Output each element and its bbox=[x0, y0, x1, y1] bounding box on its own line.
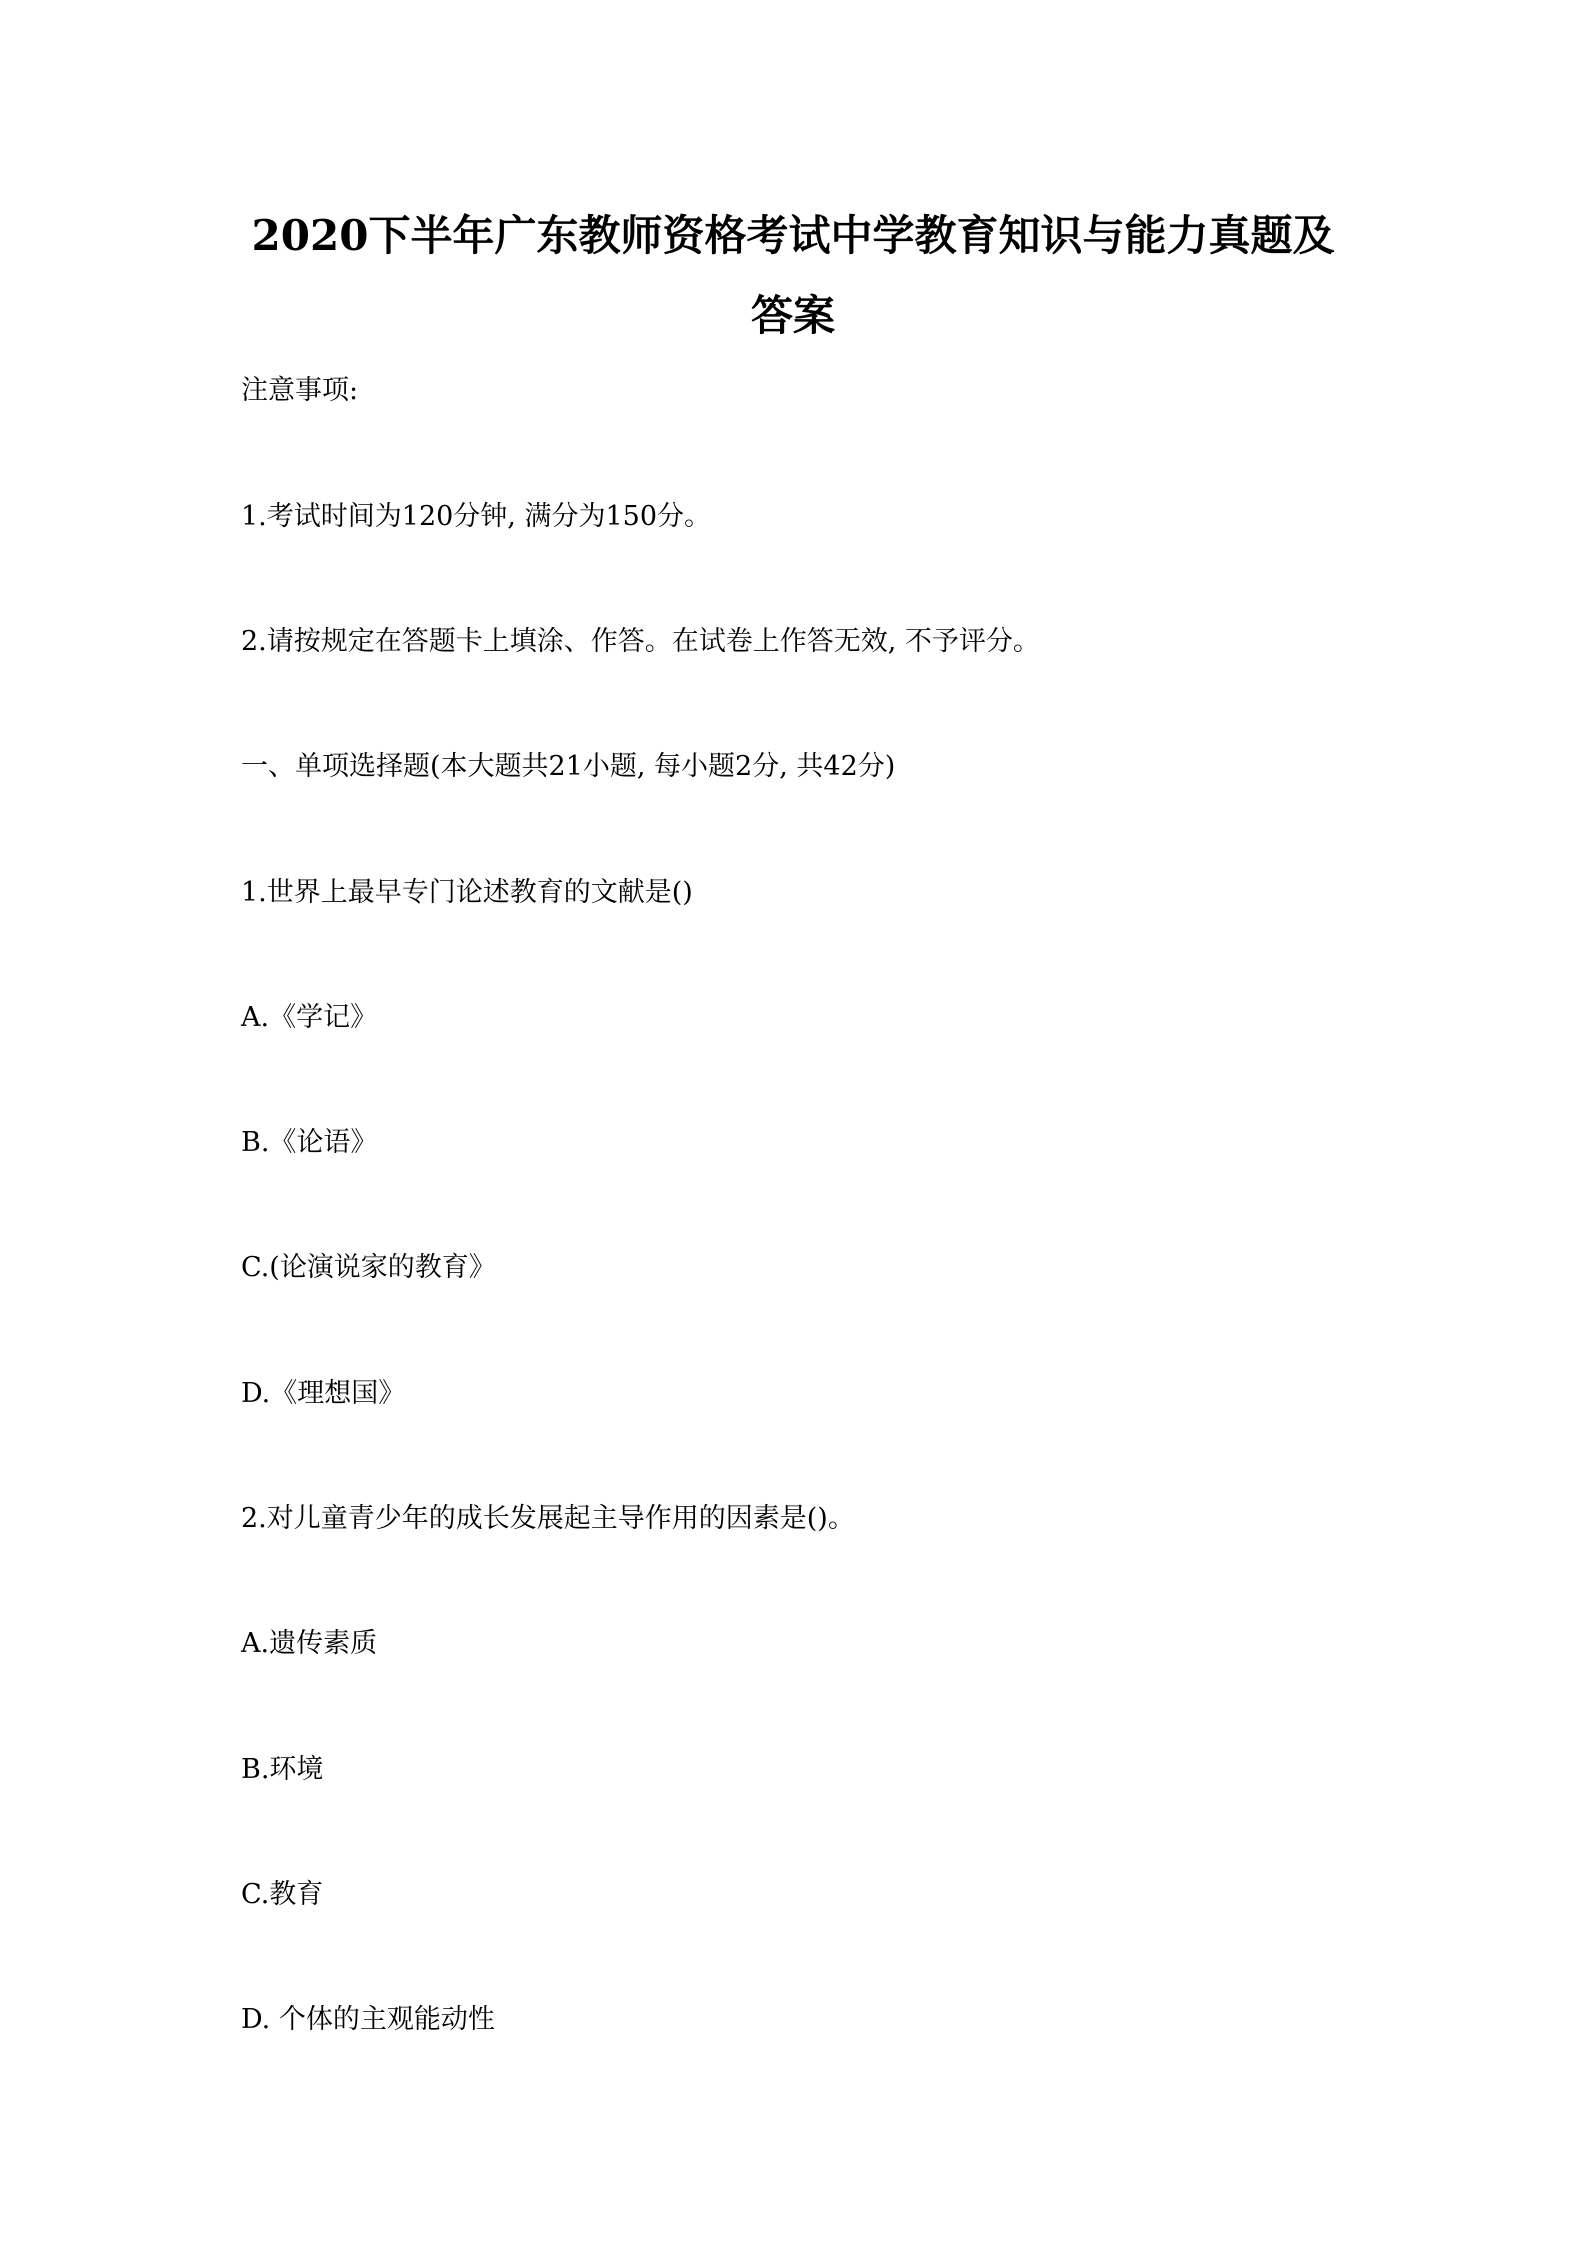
question-option: D. 个体的主观能动性 bbox=[241, 2004, 495, 2035]
question-stem: 2.对儿童青少年的成长发展起主导作用的因素是()。 bbox=[241, 1503, 855, 1534]
question-option: C.(论演说家的教育》 bbox=[241, 1252, 496, 1283]
question-option: A.遗传素质 bbox=[241, 1628, 378, 1659]
notice-item: 2.请按规定在答题卡上填涂、作答。在试卷上作答无效, 不予评分。 bbox=[241, 626, 1040, 657]
question-option: B.环境 bbox=[241, 1754, 324, 1785]
question-stem: 1.世界上最早专门论述教育的文献是() bbox=[241, 877, 693, 908]
question-option: D.《理想国》 bbox=[241, 1378, 406, 1409]
question-option: C.教育 bbox=[241, 1879, 324, 1910]
question-option: A.《学记》 bbox=[241, 1002, 378, 1033]
notice-item: 1.考试时间为120分钟, 满分为150分。 bbox=[241, 501, 711, 532]
document-title-line-2: 答案 bbox=[750, 291, 835, 340]
notice-heading: 注意事项: bbox=[241, 375, 359, 406]
section-heading: 一、单项选择题(本大题共21小题, 每小题2分, 共42分) bbox=[241, 751, 896, 782]
question-option: B.《论语》 bbox=[241, 1127, 378, 1158]
document-title-line-1: 2020下半年广东教师资格考试中学教育知识与能力真题及 bbox=[251, 211, 1335, 260]
